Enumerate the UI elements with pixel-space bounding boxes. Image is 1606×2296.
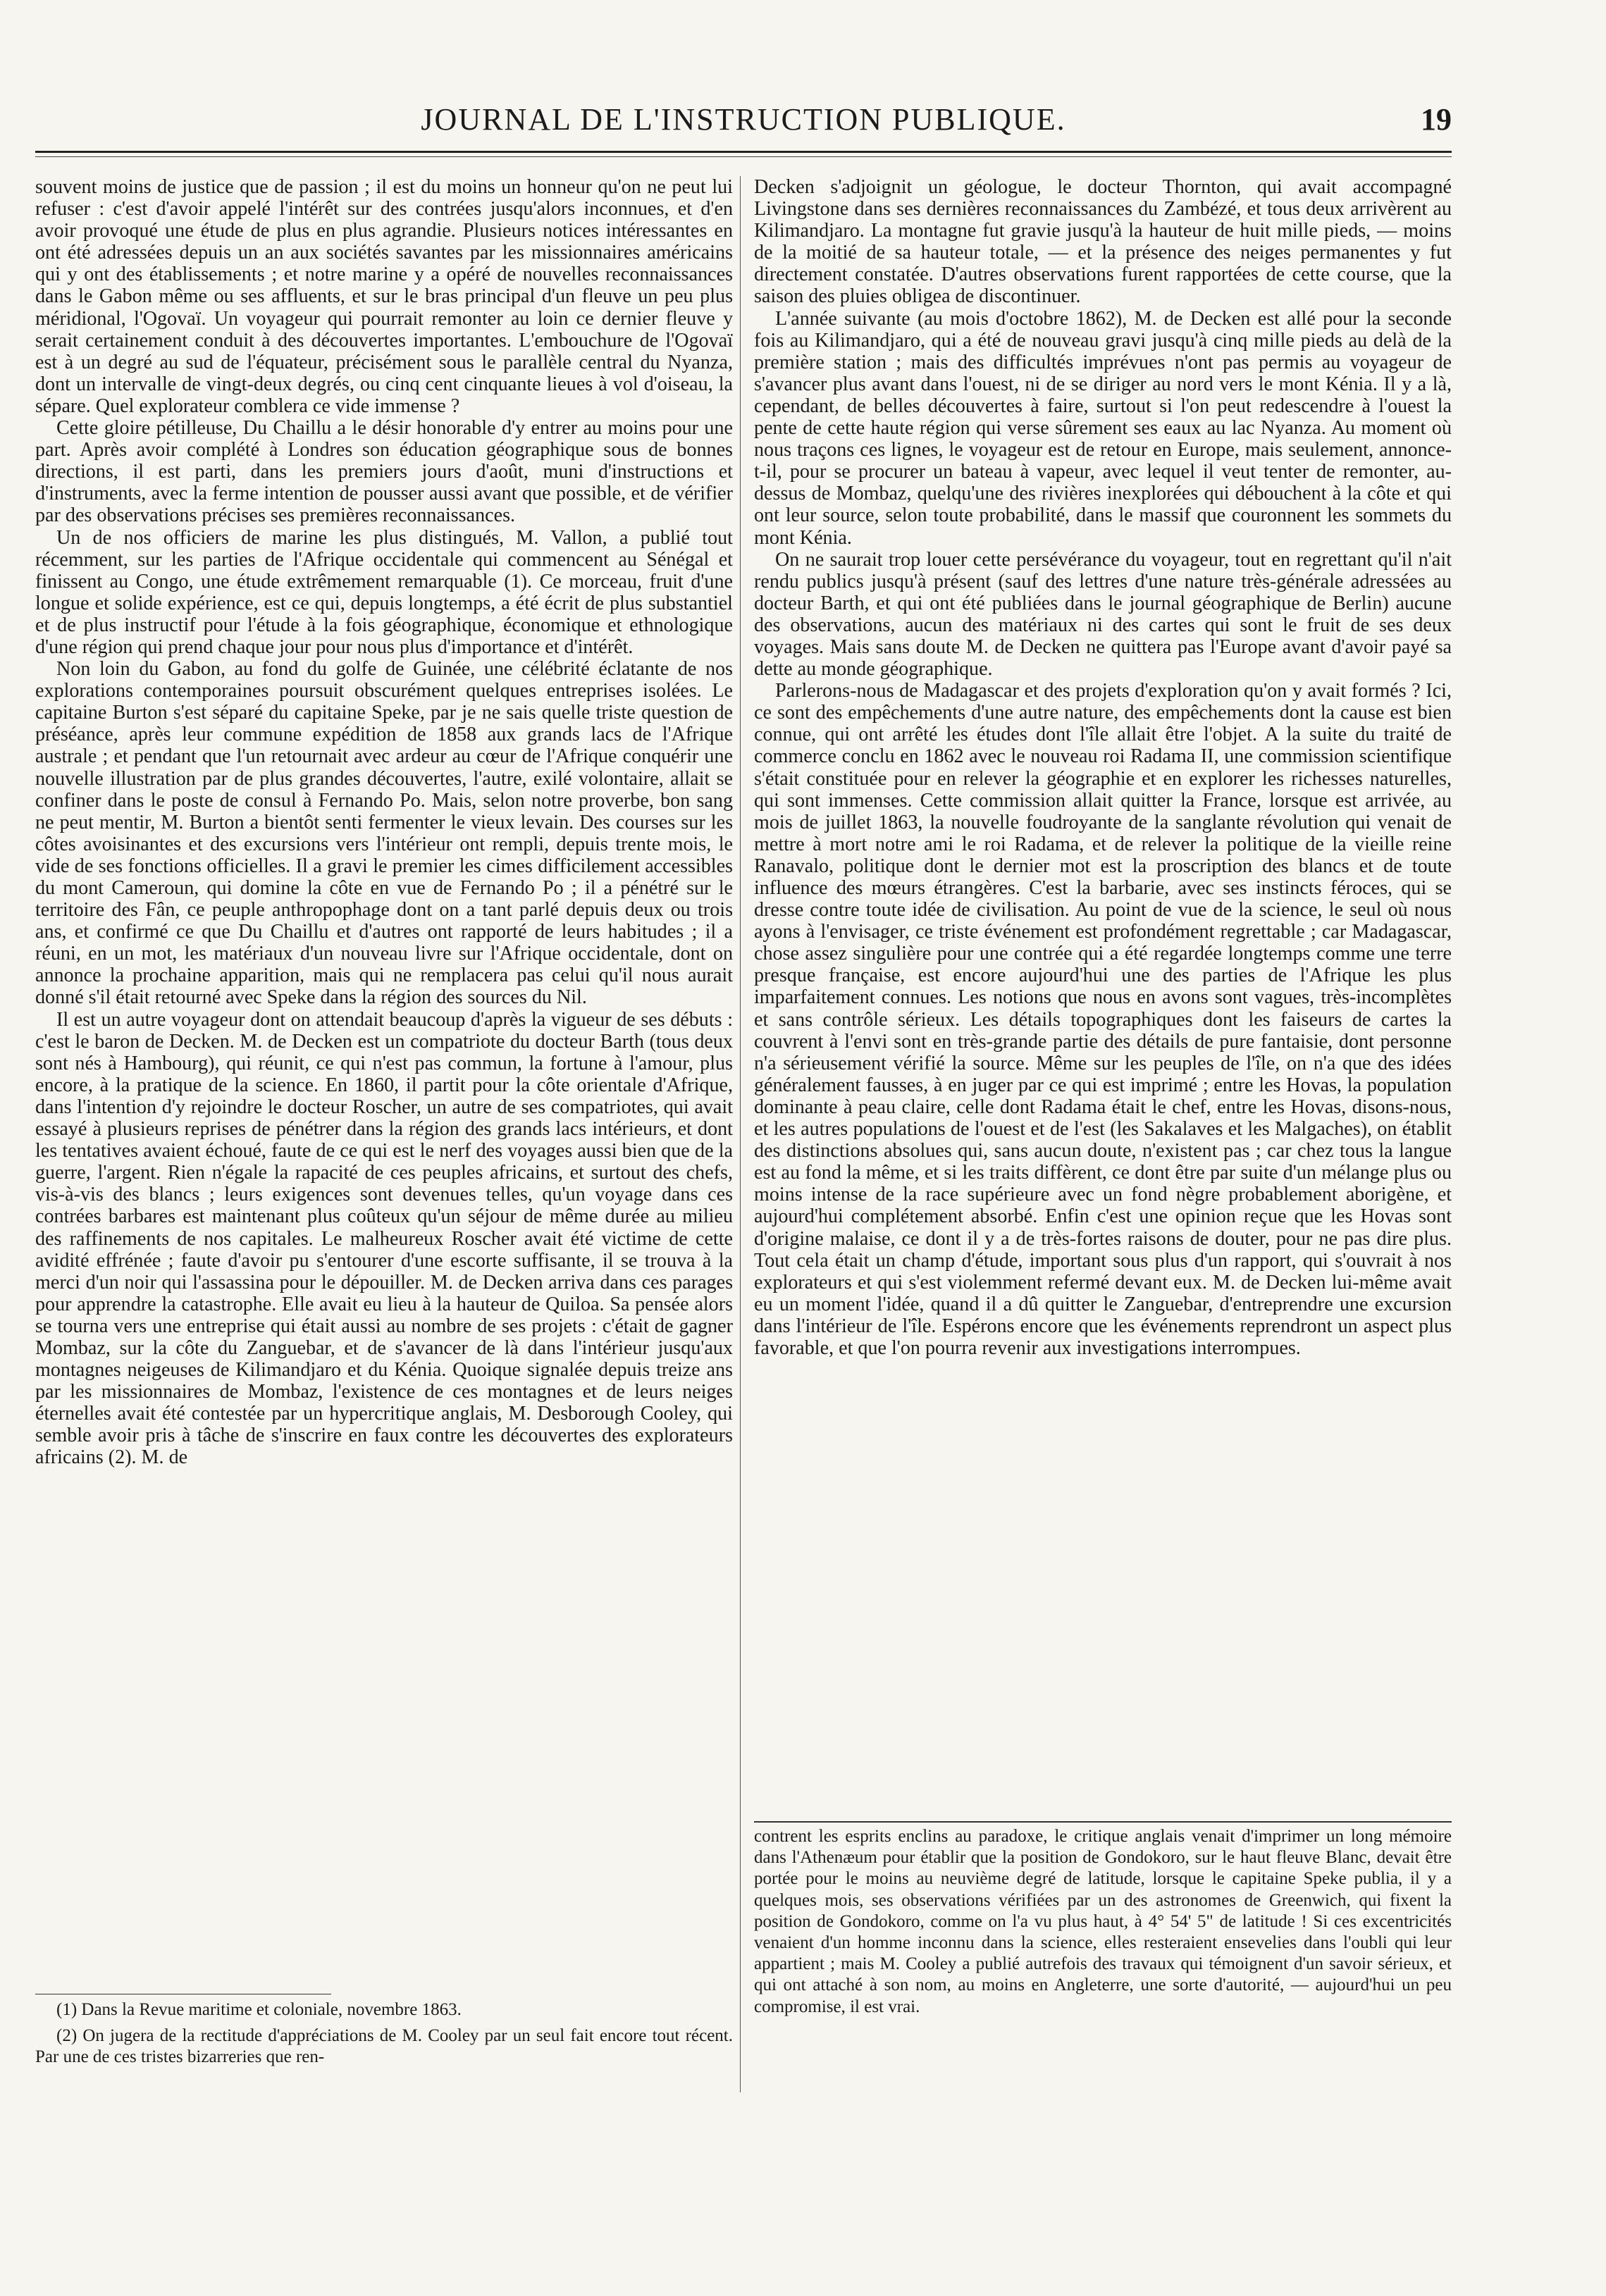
paragraph: On ne saurait trop louer cette persévérance du voyageur, tout en regrettant qu'il n'ait rendu publics jusqu'à présent (sauf des lettres d'une nature très-générale adressées au docteur Barth, et qui ont été publiées dans le journal géographique de Berlin) aucune des observations, aucun des matériaux ni des cartes qui sont le fruit de ses deux voyages. Mais sans doute M. de Decken ne quittera pas l'Europe avant d'avoir payé sa dette au monde géographique. bbox=[754, 548, 1452, 681]
paragraph: Un de nos officiers de marine les plus distingués, M. Vallon, a publié tout récemment, sur les parties de l'Afrique occidentale qui commencent au Sénégal et finissent au Congo, une étude extrêmement remarquable (1). Ce morceau, fruit d'une longue et solide expérience, est ce qui, depuis longtemps, a été écrit de plus substantiel et de plus instructif pour l'étude à la fois géographique, économique et ethnologique d'une région qui prend chaque jour pour nous plus d'importance et d'intérêt. bbox=[35, 526, 733, 658]
page-number: 19 bbox=[1421, 102, 1452, 137]
right-column bbox=[754, 176, 1452, 1797]
footnote-rule-right bbox=[754, 1821, 1452, 1823]
page-header bbox=[35, 99, 1452, 148]
paragraph: L'année suivante (au mois d'octobre 1862), M. de Decken est allé pour la seconde fois au Kilimandjaro, qui a été de nouveau gravi jusqu'à cinq mille pieds au delà de la première station ; mais des difficultés imprévues n'ont pas permis au voyageur de s'avancer plus avant dans l'ouest, ni de se diriger au nord vers le mont Kénia. Il y a là, cependant, de belles découvertes à faire, surtout si l'on peut redescendre à l'ouest la pente de cette haute région qui verse sûrement ses eaux au lac Nyanza. Au moment où nous traçons ces lignes, le voyageur est de retour en Europe, mais seulement, annonce-t-il, pour se procurer un bateau à vapeur, avec lequel il veut tenter de remonter, au-dessus de Mombaz, quelqu'une des rivières inexplorées qui débouchent à la côte et qui ont leur source, selon toute probabilité, dans le massif que couronnent les sommets du mont Kénia. bbox=[754, 307, 1452, 549]
footnote-2: (2) On jugera de la rectitude d'appréciations de M. Cooley par un seul fait encore tout récent. Par une de ces tristes bizarreries que ren- bbox=[35, 2025, 733, 2066]
paragraph: Parlerons-nous de Madagascar et des projets d'exploration qu'on y avait formés ? Ici, ce sont des empêchements d'une autre nature, des empêchements dont la cause est bien connue, qui ont arrêté les études dont l'île allait être l'objet. A la suite du traité de commerce conclu en 1862 avec le nouveau roi Radama II, une commission scientifique s'était constituée pour en relever la géographie et en explorer les richesses naturelles, qui sont immenses. Cette commission allait quitter la France, lorsque est arrivée, au mois de juillet 1863, la nouvelle foudroyante de la sanglante révolution qui venait de mettre à mort notre ami le roi Radama, et de relever la politique de la vieille reine Ranavalo, politique dont le dernier mot est la proscription des blancs et de toute influence des mœurs étrangères. C'est la barbarie, avec ses instincts féroces, qui se dresse contre toute idée de civilisation. Au point de vue de la science, le seul où nous ayons à l'envisager, ce triste événement est profondément regrettable ; car Madagascar, chose assez singulière pour une contrée qui a été regardée longtemps comme une terre presque française, est encore aujourd'hui une des parties de l'Afrique les plus imparfaitement connues. Les notions que nous en avons sont vagues, très-incomplètes et sans contrôle sérieux. Les détails topographiques dont les faiseurs de cartes la couvrent à l'envi sont en très-grande partie des détails de pure fantaisie, dont personne n'a sérieusement vérifié la source. Même sur les peuples de l'île, on n'a que des idées généralement fausses, à en juger par ce qui est imprimé ; entre les Hovas, la population dominante à peau claire, celle dont Radama était le chef, entre les Hovas, disons-nous, et les autres populations de l'ouest et de l'est (les Sakalaves et les Malgaches), on établit des distinctions absolues qui, sans aucun doute, n'existent pas ; car chez tous la langue est au fond la même, et si les traits diffèrent, ce dont être par suite d'un mélange plus ou moins intense de la race supérieure avec un fond nègre probablement aborigène, et aujourd'hui complétement absorbé. Enfin c'est une opinion reçue que les Hovas sont d'origine malaise, ce dont il y a de très-fortes raisons de douter, pour ne pas dire plus. Tout cela était un champ d'étude, important sous plus d'un rapport, qui s'ouvrait à nos explorateurs et qui s'est violemment refermé devant eux. M. de Decken lui-même avait eu un moment l'idée, quand il a dû quitter le Zanguebar, d'entreprendre une excursion dans l'intérieur de l'île. Espérons encore que les événements reprendront un aspect plus favorable, et que l'on pourra revenir aux investigations interrompues. bbox=[754, 680, 1452, 1359]
paragraph: Il est un autre voyageur dont on attendait beaucoup d'après la vigueur de ses débuts : c'est le baron de Decken. M. de Decken est un compatriote du docteur Barth (tous deux sont nés à Hambourg), qui réunit, ce qui n'est pas commun, la fortune à l'amour, plus encore, à la pratique de la science. En 1860, il partit pour la côte orientale d'Afrique, dans l'intention d'y rejoindre le docteur Roscher, un autre de ses compatriotes, qui avait essayé à plusieurs reprises de pénétrer dans la région des grands lacs intérieurs, et dont les tentatives avaient échoué, faute de ce qui est le nerf des voyages aussi bien que de la guerre, l'argent. Rien n'égale la rapacité de ces peuples africains, et surtout des chefs, vis-à-vis des blancs ; leurs exigences sont devenues telles, qu'un voyage dans ces contrées barbares est maintenant plus coûteux qu'un séjour de même durée au milieu des raffinements de nos capitales. Le malheureux Roscher avait été victime de cette avidité effrénée ; faute d'avoir pu s'entourer d'une escorte suffisante, il se trouva à la merci d'un noir qui l'assassina pour le dépouiller. M. de Decken arriva dans ces parages pour apprendre la catastrophe. Elle avait eu lieu à la hauteur de Quiloa. Sa pensée alors se tourna vers une entreprise qui était aussi au nombre de ses projets : c'était de gagner Mombaz, sur la côte du Zanguebar, et de s'avancer de là dans l'intérieur jusqu'aux montagnes neigeuses de Kilimandjaro et du Kénia. Quoique signalée depuis treize ans par les missionnaires de Mombaz, l'existence de ces montagnes et de leurs neiges éternelles avait été contestée par un hypercritique anglais, M. Desborough Cooley, qui semble avoir pris à tâche de s'inscrire en faux contre les découvertes des explorateurs africains (2). M. de bbox=[35, 1008, 733, 1469]
paragraph: souvent moins de justice que de passion ; il est du moins un honneur qu'on ne peut lui refuser : c'est d'avoir appelé l'intérêt sur des contrées jusqu'alors inconnues, et d'en avoir provoqué une étude de plus en plus agrandie. Plusieurs notices intéressantes en ont été adressées depuis un an aux sociétés savantes par les missionnaires américains qui y ont des établissements ; et notre marine y a opéré de nouvelles reconnaissances dans le Gabon même ou ses affluents, et sur le bras principal d'un fleuve un peu plus méridional, l'Ogovaï. Un voyageur qui pourrait remonter au loin ce dernier fleuve y serait certainement conduit à des découvertes importantes. L'embouchure de l'Ogovaï est à un degré au sud de l'équateur, précisément sous le parallèle central du Nyanza, dont un intervalle de vingt-deux degrés, ou cinq cent cinquante lieues à vol d'oiseau, la sépare. Quel explorateur comblera ce vide immense ? bbox=[35, 176, 733, 417]
left-column bbox=[35, 176, 733, 1469]
header-rule bbox=[35, 151, 1452, 153]
footnote-continuation bbox=[754, 1826, 1452, 2018]
footnote-2-continuation: contrent les esprits enclins au paradoxe, le critique anglais venait d'imprimer un long mémoire dans l'Athenæum pour établir que la position de Gondokoro, sur le haut fleuve Blanc, devait être portée pour le moins au neuvième degré de latitude, lorsque le capitaine Speke publia, il y a quelques mois, ses observations vérifiées par un des astronomes de Greenwich, qui fixent la position de Gondokoro, comme on l'a vu plus haut, à 4° 54' 5" de latitude ! Si ces excentricités venaient d'un homme inconnu dans la science, elles resteraient ensevelies dans l'oubli qui leur appartient ; mais M. Cooley a publié autrefois des travaux qui témoignent d'un savoir sérieux, et qui ont attaché à son nom, au moins en Angleterre, une sorte d'autorité, — aujourd'hui un peu compromise, il est vrai. bbox=[754, 1827, 1452, 2016]
header-rule-thin bbox=[35, 156, 1452, 157]
paragraph: Cette gloire pétilleuse, Du Chaillu a le désir honorable d'y entrer au moins pour une part. Après avoir complété à Londres son éducation géographique sous de bonnes directions, il est parti, dans les premiers jours d'août, muni d'instructions et d'instruments, avec la ferme intention de pousser aussi avant que possible, et de vérifier par des observations précises ses premières reconnaissances. bbox=[35, 417, 733, 527]
paragraph: Decken s'adjoignit un géologue, le docteur Thornton, qui avait accompagné Livingstone dans ses dernières reconnaissances du Zambézé, et tous deux arrivèrent au Kilimandjaro. La montagne fut gravie jusqu'à la hauteur de huit mille pieds, — moins de la moitié de sa hauteur totale, — et la présence des neiges permanentes y fut directement constatée. D'autres observations furent rapportées de cette course, que la saison des pluies obligea de discontinuer. bbox=[754, 176, 1452, 308]
running-title: JOURNAL DE L'INSTRUCTION PUBLIQUE. bbox=[421, 102, 1066, 137]
column-divider bbox=[740, 176, 741, 2092]
footnote-1: (1) Dans la Revue maritime et coloniale, novembre 1863. bbox=[56, 2000, 462, 2019]
footnotes bbox=[35, 1999, 733, 2073]
paragraph: Non loin du Gabon, au fond du golfe de Guinée, une célébrité éclatante de nos explorations contemporaines poursuit obscurément quelques entreprises isolées. Le capitaine Burton s'est séparé du capitaine Speke, par je ne sais quelle triste question de préséance, après leur commune expédition de 1858 aux grands lacs de l'Afrique australe ; et pendant que l'un retournait avec ardeur au cœur de l'Afrique conquérir une nouvelle illustration par de plus grandes découvertes, l'autre, exilé volontaire, allait se confiner dans le poste de consul à Fernando Po. Mais, selon notre proverbe, bon sang ne peut mentir, M. Burton a bientôt senti fermenter le vieux levain. Des courses sur les côtes avoisinantes et des excursions vers l'intérieur ont rempli, depuis trente mois, le vide de ses fonctions officielles. Il a gravi le premier les cimes difficilement accessibles du mont Cameroun, qui domine la côte en vue de Fernando Po ; il a pénétré sur le territoire des Fân, ce peuple anthropophage dont on a tant parlé depuis deux ou trois ans, et confirmé ce que Du Chaillu et d'autres ont rapporté de leurs habitudes ; il a réuni, en un mot, les matériaux d'un nouveau livre sur l'Afrique occidentale, dont on annonce la prochaine apparition, mais qui ne remplacera pas celui qu'il nous aurait donné s'il était retourné avec Speke dans la région des sources du Nil. bbox=[35, 658, 733, 1009]
